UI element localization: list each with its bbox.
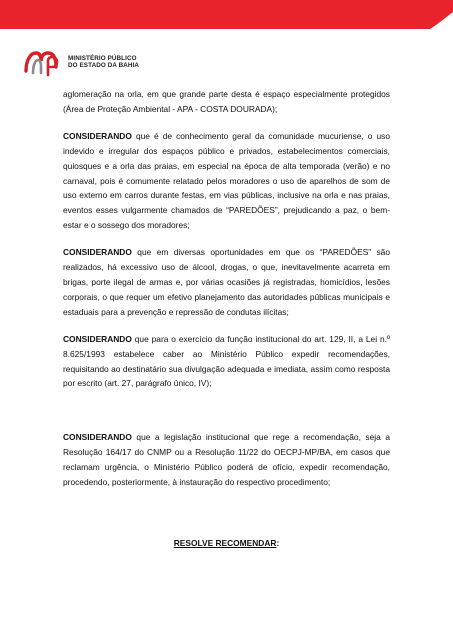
paragraph-continuation: aglomeração na orla, em que grande parte desta é espaço especialmente protegidos (Área de Proteção Ambiental - APA - COSTA DOURADA); xyxy=(63,89,390,114)
considerando-label: CONSIDERANDO xyxy=(63,333,132,344)
paragraph-text: que é de conhecimento geral da comunidade mucuriense, o uso indevido e irregular dos espaços público e privados, estabelecimentos comerciais, quiosques e a orla das praias, em especial na época de alta temporada (verão) e no carnaval, pois é comumente relatado pelos moradores o uso de aparelhos de som de uso externo em carros durante festas, em vias públicas, inclusive na orla e nas praias, eventos esses vulgarmente chamados de “PAREDÕES”, prejudicando a paz, o bem-estar e o sossego dos moradores; xyxy=(63,130,390,231)
considerando-label: CONSIDERANDO xyxy=(63,432,132,443)
paragraph-considerando-4 xyxy=(63,430,390,490)
paragraph-considerando-3 xyxy=(63,332,390,392)
org-name-line1: MINISTÉRIO PÚBLICO xyxy=(68,54,137,62)
mp-logo-icon xyxy=(24,47,62,77)
paragraph-considerando-2 xyxy=(63,245,390,320)
header-banner xyxy=(0,0,453,40)
paragraph-considerando-1 xyxy=(63,129,390,233)
document-body xyxy=(63,87,390,551)
resolve-colon: : xyxy=(276,537,280,548)
resolve-heading xyxy=(63,536,390,551)
institution-logo xyxy=(24,46,139,78)
considerando-label: CONSIDERANDO xyxy=(63,130,132,141)
considerando-label: CONSIDERANDO xyxy=(63,247,132,258)
org-name-line2: DO ESTADO DA BAHIA xyxy=(68,62,140,69)
paragraph-text: que para o exercício da função institucional do art. 129, II, a Lei n.º 8.625/1993 estabelece caber ao Ministério Público expedir recomendações, requisitando ao destinatário sua divulgação adequada e imediata, assim como resposta por escrito (art. 27, parágrafo único, IV); xyxy=(63,333,390,389)
resolve-label: RESOLVE RECOMENDAR xyxy=(173,537,277,548)
paragraph-text: que em diversas oportunidades em que os “PAREDÕES” são realizados, há excessivo uso de álcool, drogas, o que, inevitavelmente acarreta em brigas, porte ilegal de armas e, por várias ocasiões já registradas, homicídios, lesões corporais, o que requer um efetivo planejamento das autoridades públicas municipais e estaduais para a prevenção e repressão de condutas ilícitas; xyxy=(63,247,390,317)
paragraph-text: que a legislação institucional que rege a recomendação, seja a Resolução 164/17 do CNMP ou a Resolução 11/22 do OECPJ-MP/BA, em casos que reclamam urgência, o Ministério Público poderá de ofício, expedir recomendação, procedendo, posteriormente, à instauração do respectivo procedimento; xyxy=(63,432,390,488)
institution-name xyxy=(68,55,139,70)
